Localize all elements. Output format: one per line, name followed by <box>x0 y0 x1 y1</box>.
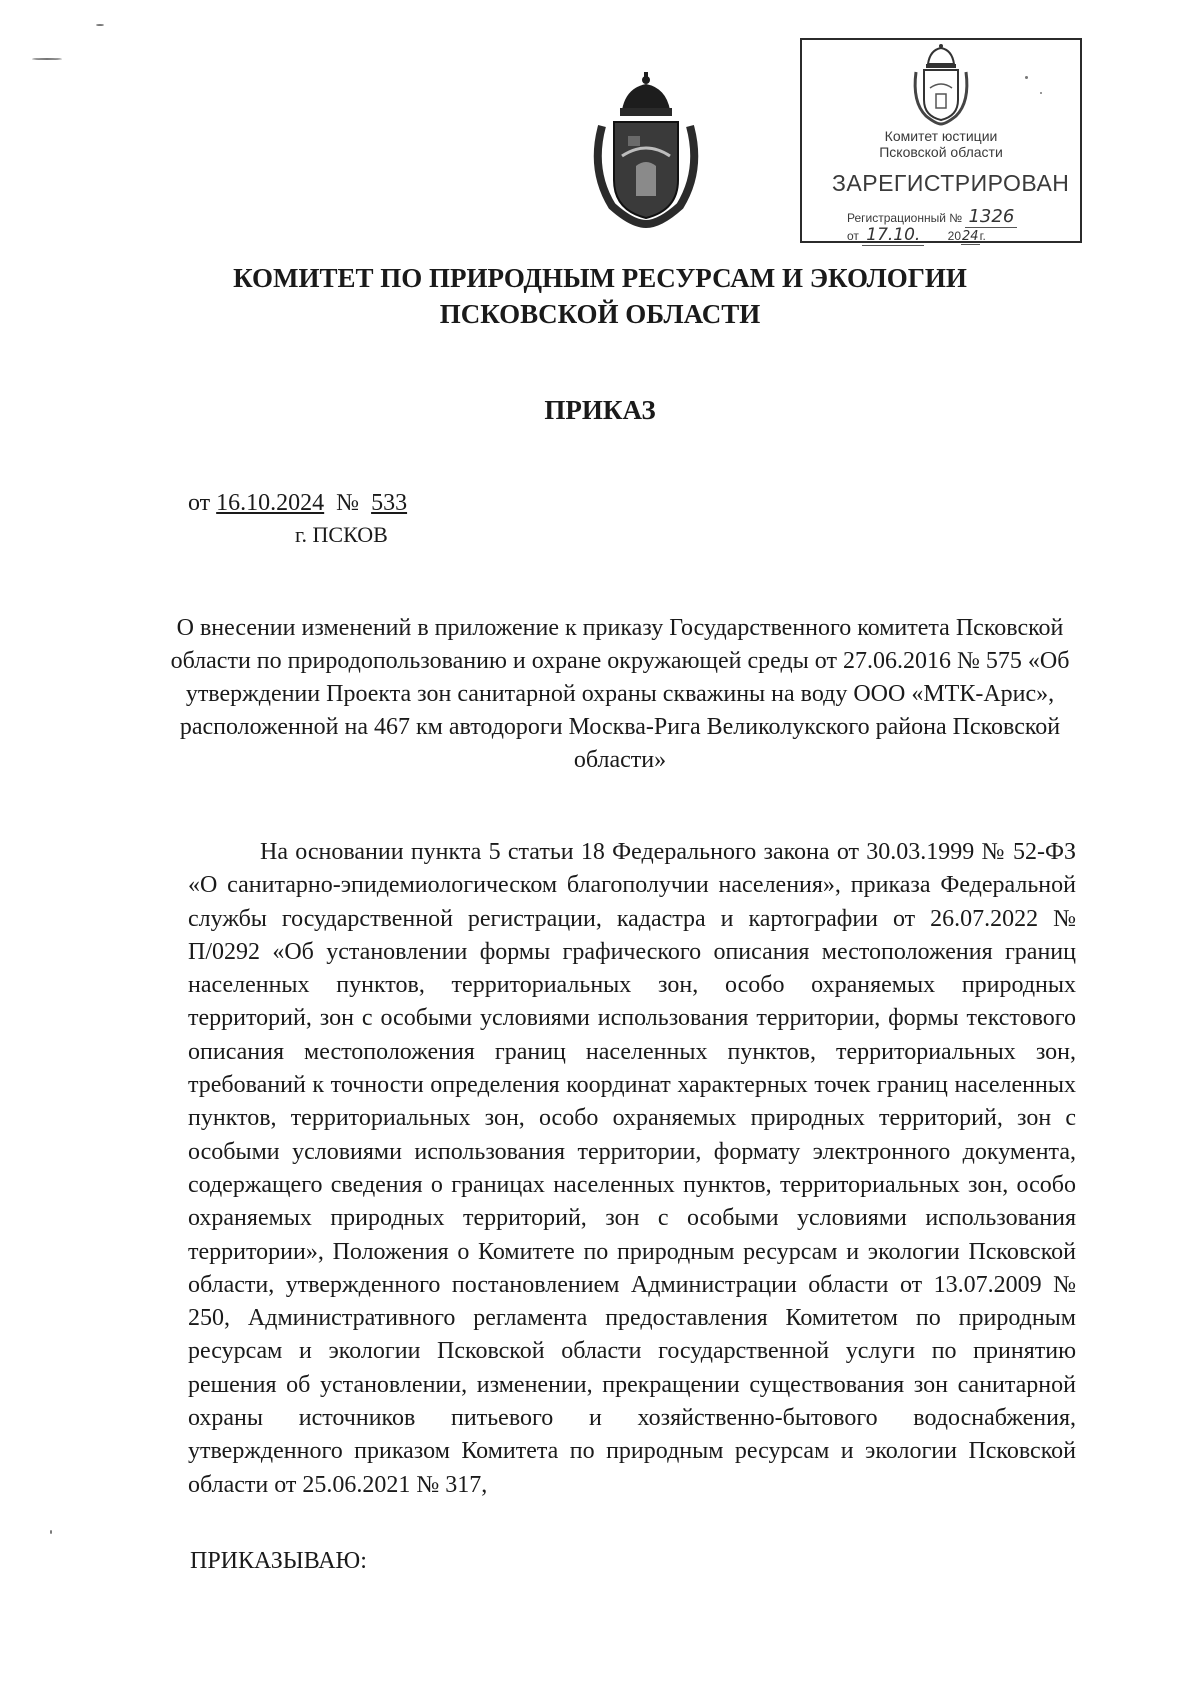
stamp-reg-number-line <box>847 206 1017 227</box>
order-date: 16.10.2024 <box>216 490 325 516</box>
org-title-line2: ПСКОВСКОЙ ОБЛАСТИ <box>439 299 761 329</box>
stamp-reg-label: Регистрационный № <box>847 211 963 225</box>
order-from-label: от <box>188 490 211 516</box>
scan-speck <box>32 58 62 60</box>
order-date-number <box>188 490 407 517</box>
order-command: ПРИКАЗЫВАЮ: <box>190 1548 367 1574</box>
document-type: ПРИКАЗ <box>544 395 656 425</box>
stamp-date-prefix: от <box>847 229 859 243</box>
stamp-org-line1: Комитет юстиции <box>884 128 998 144</box>
order-subject: О внесении изменений в приложение к приказу Государственного комитета Псковской области по природопользованию и охране окружающей среды от 27.06.2016 № 575 «Об утверждении Проекта зон санитарной охраны скважины на воду ООО «МТК-Арис», расположенной на 467 км автодороги Москва-Рига Великолукского района Псковской области» <box>170 615 1070 773</box>
stamp-year-suffix: 24 <box>962 229 979 244</box>
org-title-line1: КОМИТЕТ ПО ПРИРОДНЫМ РЕСУРСАМ И ЭКОЛОГИИ <box>233 263 967 293</box>
order-number-label: № <box>336 490 360 516</box>
stamp-org-line2: Псковской области <box>879 144 1003 160</box>
stamp-year-g: г. <box>979 229 986 243</box>
stamp-date-line <box>847 225 986 245</box>
order-preamble: На основании пункта 5 статьи 18 Федерального закона от 30.03.1999 № 52-ФЗ «О санитарно-эпидемиологическом благополучии населения», приказа Федеральной службы государственной регистрации, кадастра и картографии от 26.07.2022 № П/0292 «Об установлении формы графического описания местоположения границ населенных пунктов, территориальных зон, особо охраняемых природных территорий, зон с особыми условиями использования территории, формы текстового описания местоположения границ населенных пунктов, территориальных зон, требований к точности определения координат характерных точек границ населенных пунктов, территориальных зон, особо охраняемых природных территорий, зон с особыми условиями использования территории, формату электронного документа, содержащего сведения о границах населенных пунктов, территориальных зон, особо охраняемых природных территорий, зон с особыми условиями использования территории», Положения о Комитете по природным ресурсам и экологии Псковской области, утвержденного постановлением Администрации области от 13.07.2009 № 250, Административного регламента предоставления Комитетом по природным ресурсам и экологии Псковской области государственной услуги по принятию решения об установлении, изменении, прекращении существования зон санитарной охраны источников питьевого и хозяйственно-бытового водоснабжения, утвержденного приказом Комитета по природным ресурсам и экологии Псковской области от 25.06.2021 № 317, <box>188 839 1076 1498</box>
coat-of-arms-icon <box>582 70 710 228</box>
order-number: 533 <box>371 490 408 516</box>
stamp-status: ЗАРЕГИСТРИРОВАН <box>832 170 1070 196</box>
scan-speck <box>1040 92 1042 94</box>
scan-speck <box>50 1530 52 1534</box>
stamp-emblem-icon <box>910 42 972 126</box>
scan-speck <box>96 24 104 26</box>
scan-speck <box>1025 76 1028 79</box>
stamp-date: 17.10. <box>862 225 924 246</box>
stamp-year-prefix: 20 <box>947 229 962 243</box>
stamp-reg-number: 1326 <box>965 206 1017 228</box>
registration-stamp <box>800 38 1082 243</box>
order-city: г. ПСКОВ <box>295 522 388 547</box>
